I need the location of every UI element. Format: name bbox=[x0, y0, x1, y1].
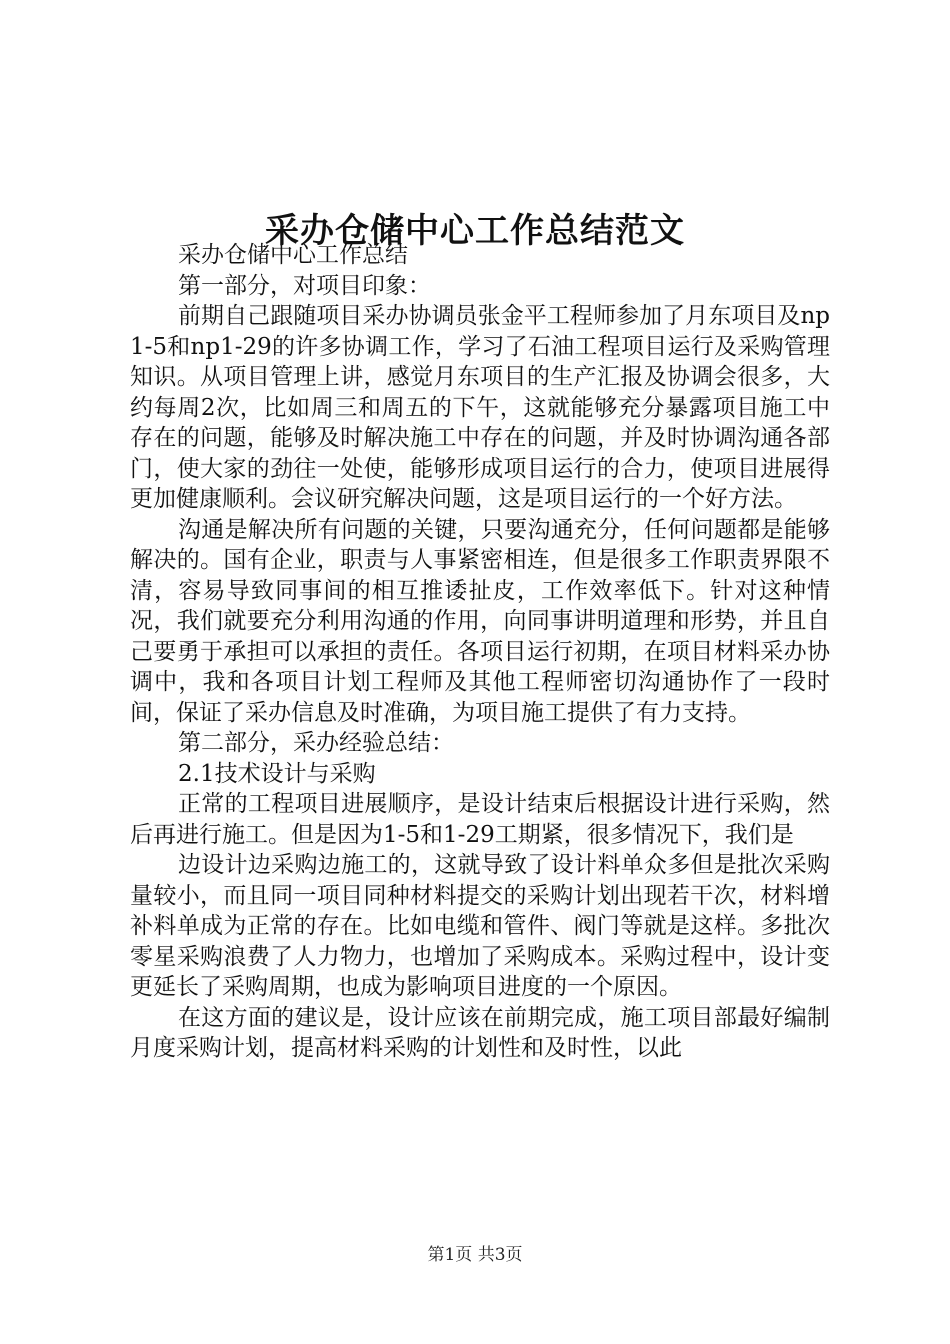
section-heading-part-two: 第二部分，采办经验总结： bbox=[178, 730, 454, 756]
page-number: 第1页 共3页 bbox=[427, 1245, 523, 1265]
section-heading-part-one: 第一部分，对项目印象： bbox=[178, 272, 431, 299]
page-footer bbox=[0, 1243, 950, 1267]
document-body bbox=[130, 240, 830, 1064]
body-paragraph: 边设计边采购边施工的，这就导致了设计料单众多但是批次采购量较小，而且同一项目同种材料提交的采购计划出现若干次，材料增补料单成为正常的存在。比如电缆和管件、阀门等就是这样。多批次零星采购浪费了人力物力，也增加了采购成本。采购过程中，设计变更延长了采购周期，也成为影响项目进度的一个原因。 bbox=[130, 852, 830, 1000]
body-paragraph: 沟通是解决所有问题的关键，只要沟通充分，任何问题都是能够解决的。国有企业，职责与人事紧密相连，但是很多工作职责界限不清，容易导致同事间的相互推诿扯皮，工作效率低下。针对这种情况，我们就要充分利用沟通的作用，向同事讲明道理和形势，并且自己要勇于承担可以承担的责任。各项目运行初期，在项目材料采办协调中，我和各项目计划工程师及其他工程师密切沟通协作了一段时间，保证了采办信息及时准确，为项目施工提供了有力支持。 bbox=[130, 516, 830, 726]
body-paragraph: 正常的工程项目进展顺序，是设计结束后根据设计进行采购，然后再进行施工。但是因为1-5和1-29工期紧，很多情况下，我们是 bbox=[130, 791, 830, 848]
document-title: 采办仓储中心工作总结范文 bbox=[265, 210, 685, 251]
body-paragraph: 在这方面的建议是，设计应该在前期完成，施工项目部最好编制月度采购计划，提高材料采购的计划性和及时性，以此 bbox=[130, 1004, 830, 1061]
subsection-heading: 2.1技术设计与采购 bbox=[178, 760, 376, 787]
body-paragraph: 前期自己跟随项目采办协调员张金平工程师参加了月东项目及np1-5和np1-29的许多协调工作，学习了石油工程项目运行及采购管理知识。从项目管理上讲，感觉月东项目的生产汇报及协调会很多，大约每周2次，比如周三和周五的下午，这就能够充分暴露项目施工中存在的问题，能够及时解决施工中存在的问题，并及时协调沟通各部门，使大家的劲往一处使，能够形成项目运行的合力，使项目进展得更加健康顺利。会议研究解决问题，这是项目运行的一个好方法。 bbox=[130, 303, 830, 512]
body-paragraph: 采办仓储中心工作总结 bbox=[178, 242, 408, 268]
